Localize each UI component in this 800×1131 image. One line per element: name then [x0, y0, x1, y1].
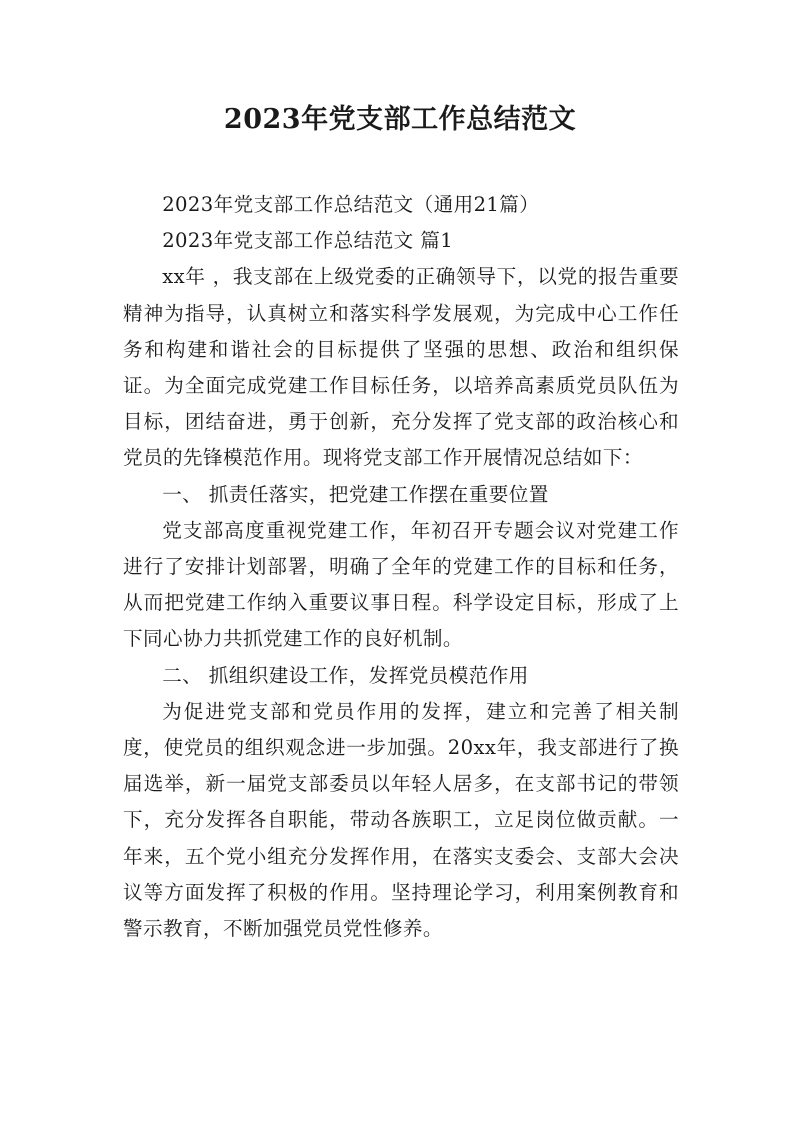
document-title: 2023年党支部工作总结范文 — [223, 104, 577, 135]
intro-paragraph: xx年 ，我支部在上级党委的正确领导下，以党的报告重要精神为指导，认真树立和落实科学发展观，为完成中心工作任务和构建和谐社会的目标提供了坚强的思想、政治和组织保证。为全面完成党建工作目标任务，以培养高素质党员队伍为目标，团结奋进，勇于创新，充分发挥了党支部的政治核心和党员的先锋模范作用。现将党支部工作开展情况总结如下： — [123, 265, 679, 470]
subtitle-paragraph: 2023年党支部工作总结范文（通用21篇） — [162, 193, 540, 216]
section-heading-paragraph: 2023年党支部工作总结范文 篇1 — [162, 229, 454, 253]
heading-two-paragraph: 二、 抓组织建设工作，发挥党员模范作用 — [162, 663, 529, 687]
body-paragraph-one: 党支部高度重视党建工作，年初召开专题会议对党建工作进行了安排计划部署，明确了全年的党建工作的目标和任务，从而把党建工作纳入重要议事日程。科学设定目标，形成了上下同心协力共抓党建工作的良好机制。 — [123, 518, 679, 651]
body-paragraph-two: 为促进党支部和党员作用的发挥，建立和完善了相关制度，使党员的组织观念进一步加强。20xx年，我支部进行了换届选举，新一届党支部委员以年轻人居多，在支部书记的带领下，充分发挥各自职能，带动各族职工，立足岗位做贡献。一年来，五个党小组充分发挥作用，在落实支委会、支部大会决议等方面发挥了积极的作用。坚持理论学习，利用案例教育和警示教育，不断加强党员党性修养。 — [123, 699, 679, 941]
heading-one-paragraph: 一、 抓责任落实，把党建工作摆在重要位置 — [162, 482, 549, 506]
document-body — [123, 187, 679, 947]
